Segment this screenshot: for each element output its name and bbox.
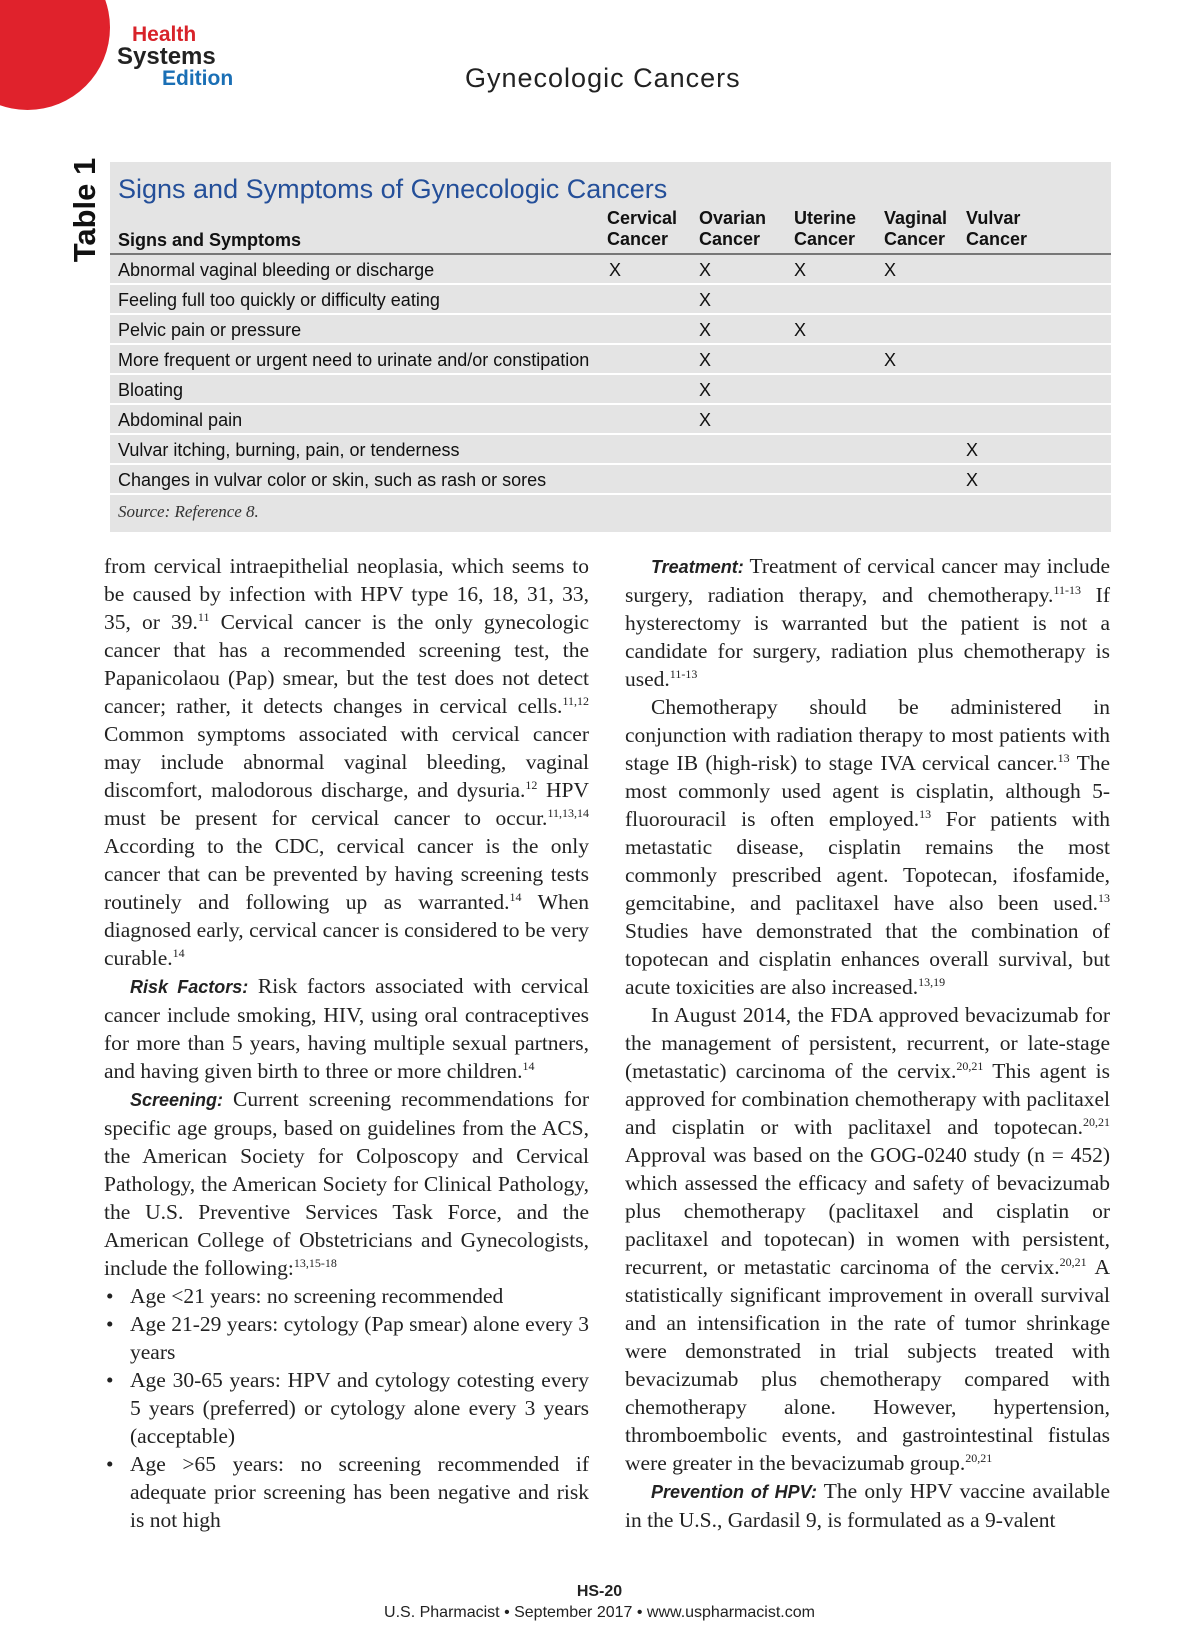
column-header-vulvar: Vulvar Cancer [966, 208, 1028, 249]
table-row [110, 465, 1111, 495]
section-title: Gynecologic Cancers [465, 63, 741, 93]
cell-mark: X [699, 290, 712, 310]
table-row [110, 435, 1111, 465]
list-item: • Age 30-65 years: HPV and cytology cotesting every 5 years (preferred) or cytology alone every 3 years (acceptable) [104, 1366, 589, 1450]
cell-mark: X [884, 350, 897, 370]
left-column [104, 552, 589, 1534]
cell-mark: X [699, 380, 712, 400]
list-item: • Age <21 years: no screening recommended [104, 1282, 589, 1310]
runin-heading: Treatment: [651, 557, 744, 577]
paragraph-screening: Screening: Current screening recommendations for specific age groups, based on guidelines from the ACS, the American Society for Colposcopy and Cervical Pathology, the American Society for Clinical Pathology, the U.S. Preventive Services Task Force, and the American College of Obstetricians and Gynecologists, include the following:$^{13,15-18}$ [104, 1087, 589, 1280]
health-systems-edition-logo [117, 24, 233, 90]
publication-footer: U.S. Pharmacist • September 2017 • www.uspharmacist.com [384, 1604, 815, 1621]
column-header-vaginal: Vaginal Cancer [884, 208, 948, 249]
cell-mark: X [609, 260, 622, 280]
table-row [110, 285, 1111, 315]
paragraph-risk-factors: Risk Factors: Risk factors associated with cervical cancer include smoking, HIV, using oral contraceptives for more than 5 years, having multiple sexual partners, and having given birth to three or more children.$^{14}$ [104, 974, 589, 1083]
paragraph-intro: from cervical intraepithelial neoplasia, which seems to be caused by infection with HPV type 16, 18, 31, 33, 35, or 39.11 Cervical cancer is the only gynecologic cancer that has a recommended screening test, the Papanicolaou (Pap) smear, but the test does not detect cancer; rather, it detects changes in cervical cells.$^{11,12}$ Common symptoms associated with cervical cancer may include abnormal vaginal bleeding, vaginal discomfort, malodorous discharge, and dysuria.$^{12}$ HPV must be present for cervical cancer to occur.$^{11,13,14}$ According to the CDC, cervical cancer is the only cancer that can be prevented by having screening tests routinely and following up as warranted.$^{14}$ When diagnosed early, cervical cancer is considered to be very curable.$^{14}$ [104, 554, 589, 970]
table-row [110, 255, 1111, 285]
cell-mark: X [966, 440, 979, 460]
cell-mark: X [794, 260, 807, 280]
screening-list [104, 1282, 589, 1534]
right-column [625, 552, 1110, 1534]
row-label: More frequent or urgent need to urinate and/or constipation [118, 350, 590, 370]
edition-line2: Systems [117, 43, 216, 70]
row-label: Bloating [118, 380, 184, 400]
symptoms-table [110, 162, 1111, 532]
row-label: Changes in vulvar color or skin, such as rash or sores [118, 470, 547, 490]
list-item: • Age >65 years: no screening recommended if adequate prior screening has been negative and risk is not high [104, 1450, 589, 1534]
table-tag [67, 157, 102, 263]
cell-mark: X [699, 320, 712, 340]
column-header-ovarian: Ovarian Cancer [699, 208, 767, 249]
paragraph-chemotherapy: Chemotherapy should be administered in conjunction with radiation therapy to most patients with stage IB (high-risk) to stage IVA cervical cancer.$^{13}$ The most commonly used agent is cisplatin, although 5-fluorouracil is often employed.$^{13}$ For patients with metastatic disease, cisplatin remains the most commonly prescribed agent. Topotecan, ifosfamide, gemcitabine, and paclitaxel have also been used.$^{13}$ Studies have demonstrated that the combination of topotecan and cisplatin enhances overall survival, but acute toxicities are also increased.$^{13,19}$ [625, 695, 1110, 999]
column-header-cervical: Cervical Cancer [607, 208, 678, 249]
cell-mark: X [884, 260, 897, 280]
edition-line1: Health [132, 23, 197, 46]
page-number: HS-20 [576, 1583, 623, 1600]
row-label: Abdominal pain [118, 410, 243, 430]
list-item: • Age 21-29 years: cytology (Pap smear) alone every 3 years [104, 1310, 589, 1366]
table-source: Source: Reference 8. [118, 502, 259, 521]
cell-mark: X [699, 260, 712, 280]
runin-heading: Prevention of HPV: [651, 1482, 817, 1502]
edition-line3: Edition [162, 67, 234, 90]
table-title: Signs and Symptoms of Gynecologic Cancers [118, 174, 668, 204]
cell-mark: X [966, 470, 979, 490]
paragraph-bevacizumab: In August 2014, the FDA approved bevacizumab for the management of persistent, recurrent, or late-stage (metastatic) carcinoma of the cervix.$^{20,21}$ This agent is approved for combination chemotherapy with paclitaxel and cisplatin or with paclitaxel and topotecan.$^{20,21}$ Approval was based on the GOG-0240 study (n = 452) which assessed the efficacy and safety of bevacizumab plus chemotherapy (paclitaxel and cisplatin or paclitaxel and topotecan) in women with persistent, recurrent, or metastatic carcinoma of the cervix.$^{20,21}$ A statistically significant improvement in overall survival and an intensification in the rate of tumor shrinkage were demonstrated in trial subjects treated with bevacizumab plus chemotherapy compared with chemotherapy alone. However, hypertension, thromboembolic events, and gastrointestinal fistulas were greater in the bevacizumab group.$^{20,21}$ [625, 1003, 1110, 1475]
table-row [110, 375, 1111, 405]
row-header-label: Signs and Symptoms [118, 230, 302, 250]
paragraph-treatment: Treatment: Treatment of cervical cancer may include surgery, radiation therapy, and chemotherapy.$^{11-13}$ If hysterectomy is warranted but the patient is not a candidate for surgery, radiation plus chemotherapy is used.$^{11-13}$ [625, 554, 1110, 691]
table-row [110, 315, 1111, 345]
table-tag-label: Table 1 [67, 157, 102, 263]
row-label: Abnormal vaginal bleeding or discharge [118, 260, 435, 280]
cell-mark: X [699, 410, 712, 430]
row-label: Pelvic pain or pressure [118, 320, 302, 340]
cell-mark: X [699, 350, 712, 370]
corner-red-circle [0, 0, 110, 110]
table-row [110, 405, 1111, 435]
row-label: Vulvar itching, burning, pain, or tenderness [118, 440, 460, 460]
runin-heading: Risk Factors: [130, 977, 249, 997]
paragraph-prevention: Prevention of HPV: The only HPV vaccine available in the U.S., Gardasil 9, is formulated as a 9-valent [625, 1479, 1110, 1532]
row-label: Feeling full too quickly or difficulty eating [118, 290, 440, 310]
column-header-uterine: Uterine Cancer [794, 208, 857, 249]
runin-heading: Screening: [130, 1090, 224, 1110]
cell-mark: X [794, 320, 807, 340]
table-row [110, 345, 1111, 375]
